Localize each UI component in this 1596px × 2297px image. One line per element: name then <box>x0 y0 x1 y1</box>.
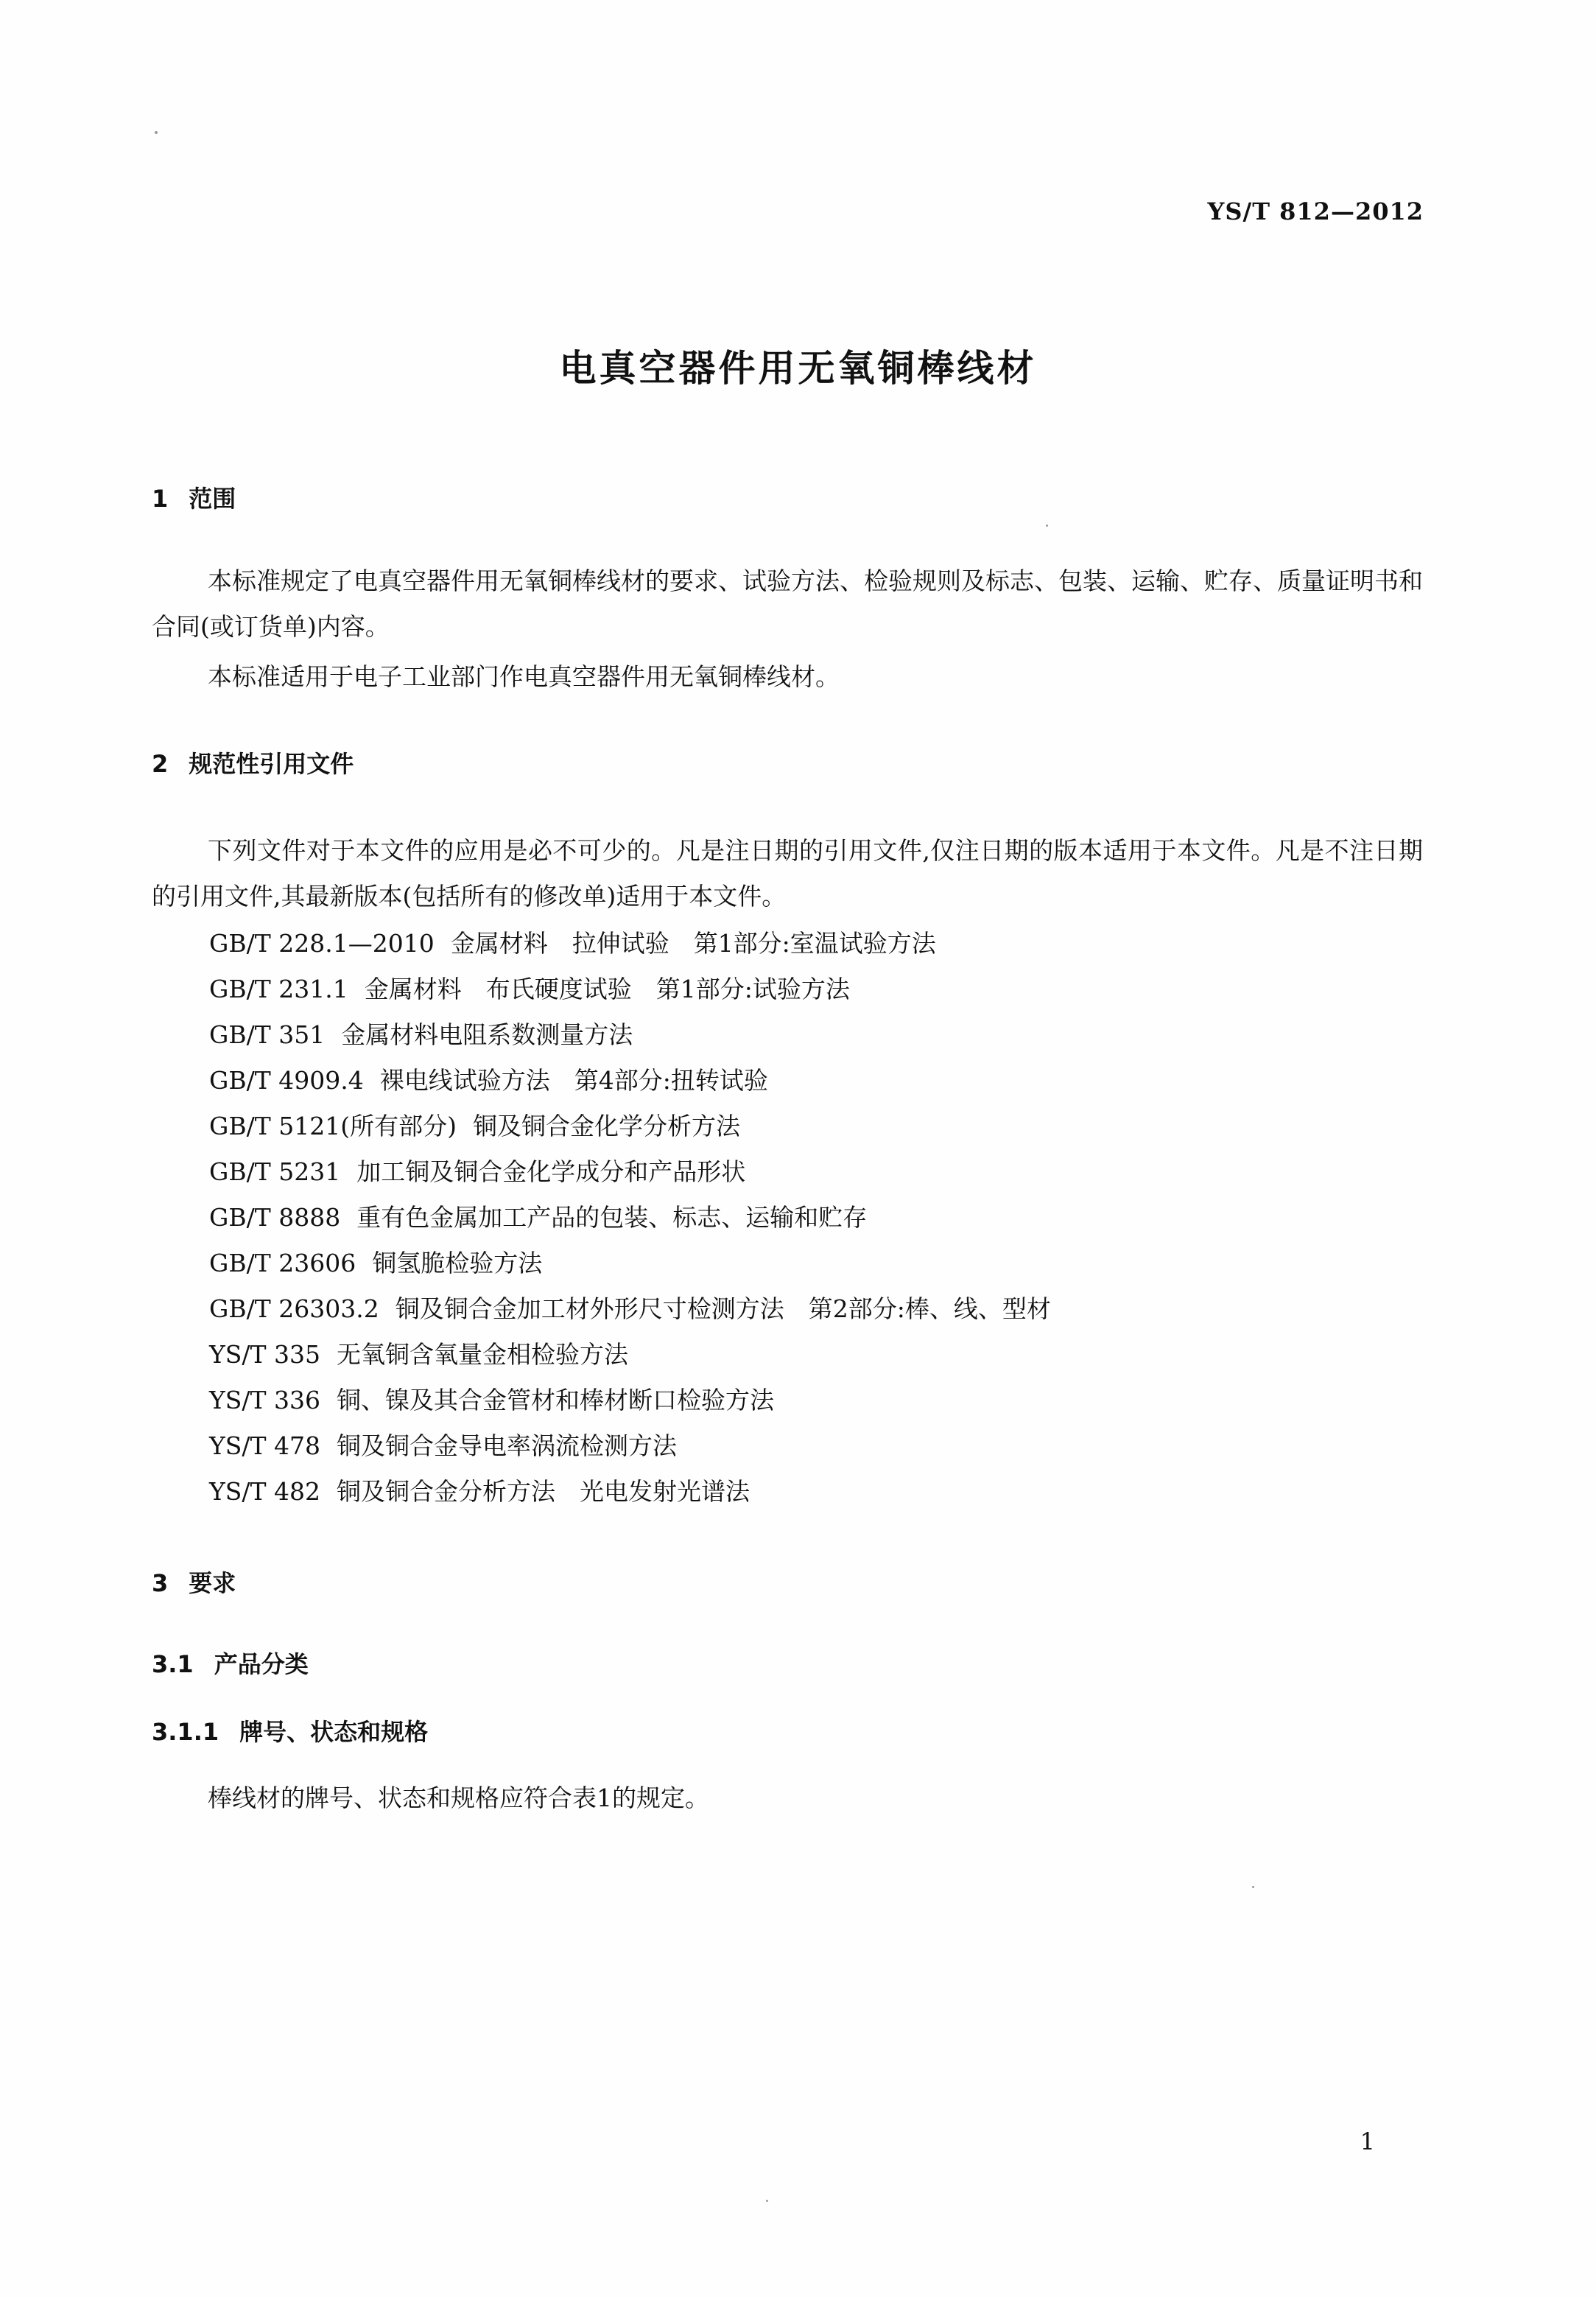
reference-code: YS/T 335 <box>209 1340 320 1369</box>
reference-item <box>209 1378 1051 1423</box>
section-number: 2 <box>152 750 169 778</box>
reference-code: YS/T 336 <box>209 1386 320 1414</box>
reference-code: GB/T 351 <box>209 1020 326 1049</box>
section-3-1-heading <box>152 1646 309 1680</box>
reference-code: GB/T 231.1 <box>209 975 348 1003</box>
scan-speck <box>1252 1886 1254 1888</box>
reference-code: GB/T 23606 <box>209 1249 356 1277</box>
reference-item <box>209 1149 1051 1195</box>
reference-item <box>209 1195 1051 1241</box>
reference-code: GB/T 228.1—2010 <box>209 929 435 958</box>
reference-title: 铜及铜合金化学分析方法 <box>472 1112 740 1140</box>
section-number: 3.1.1 <box>152 1718 219 1746</box>
reference-code: GB/T 5121(所有部分) <box>209 1112 457 1140</box>
reference-code: YS/T 482 <box>209 1477 320 1506</box>
reference-item <box>209 1241 1051 1286</box>
section-number: 1 <box>152 485 169 513</box>
standard-code: YS/T 812—2012 <box>1207 197 1424 225</box>
reference-item <box>209 967 1051 1012</box>
references-intro: 下列文件对于本文件的应用是必不可少的。凡是注日期的引用文件,仅注日期的版本适用于本文件。凡是不注日期的引用文件,其最新版本(包括所有的修改单)适用于本文件。 <box>152 836 1423 911</box>
reference-item <box>209 1469 1051 1515</box>
reference-item <box>209 1423 1051 1469</box>
reference-title: 铜氢脆检验方法 <box>372 1249 543 1277</box>
section-title: 牌号、状态和规格 <box>239 1718 429 1746</box>
reference-title: 铜及铜合金分析方法 光电发射光谱法 <box>337 1477 750 1506</box>
page-number: 1 <box>1360 2128 1375 2156</box>
reference-title: 金属材料 拉伸试验 第1部分:室温试验方法 <box>450 929 936 958</box>
reference-title: 重有色金属加工产品的包装、标志、运输和贮存 <box>356 1203 868 1232</box>
section-title: 范围 <box>189 485 236 513</box>
reference-code: YS/T 478 <box>209 1431 320 1460</box>
reference-title: 铜及铜合金加工材外形尺寸检测方法 第2部分:棒、线、型材 <box>395 1294 1051 1323</box>
scan-speck <box>766 2200 768 2202</box>
scan-speck <box>1046 525 1048 527</box>
reference-item <box>209 1058 1051 1104</box>
document-title: 电真空器件用无氧铜棒线材 <box>559 347 1037 390</box>
section-title: 产品分类 <box>214 1650 309 1678</box>
reference-code: GB/T 5231 <box>209 1157 341 1186</box>
scan-speck <box>155 131 158 134</box>
scope-paragraph: 本标准规定了电真空器件用无氧铜棒线材的要求、试验方法、检验规则及标志、包装、运输、贮存、质量证明书和合同(或订货单)内容。 <box>152 567 1423 641</box>
reference-item <box>209 1332 1051 1378</box>
section-2-heading <box>152 746 354 779</box>
reference-title: 无氧铜含氧量金相检验方法 <box>337 1340 628 1369</box>
reference-item <box>209 1104 1051 1149</box>
section-3-1-1-heading <box>152 1714 428 1747</box>
section-title: 要求 <box>189 1569 236 1597</box>
reference-title: 金属材料 布氏硬度试验 第1部分:试验方法 <box>364 975 850 1003</box>
reference-code: GB/T 8888 <box>209 1203 341 1232</box>
scope-paragraph: 本标准适用于电子工业部门作电真空器件用无氧铜棒线材。 <box>208 662 840 691</box>
reference-item <box>209 921 1051 967</box>
reference-list <box>209 921 1051 1515</box>
reference-title: 铜及铜合金导电率涡流检测方法 <box>337 1431 677 1460</box>
classification-paragraph: 棒线材的牌号、状态和规格应符合表1的规定。 <box>208 1784 709 1812</box>
reference-title: 铜、镍及其合金管材和棒材断口检验方法 <box>337 1386 774 1414</box>
reference-item <box>209 1012 1051 1058</box>
section-title: 规范性引用文件 <box>189 750 354 778</box>
reference-title: 加工铜及铜合金化学成分和产品形状 <box>356 1157 746 1186</box>
reference-item <box>209 1286 1051 1332</box>
section-1-heading <box>152 480 236 514</box>
section-3-heading <box>152 1565 236 1599</box>
reference-code: GB/T 4909.4 <box>209 1066 364 1095</box>
reference-title: 金属材料电阻系数测量方法 <box>341 1020 633 1049</box>
reference-code: GB/T 26303.2 <box>209 1294 379 1323</box>
section-number: 3.1 <box>152 1650 194 1678</box>
section-number: 3 <box>152 1569 169 1597</box>
reference-title: 裸电线试验方法 第4部分:扭转试验 <box>379 1066 768 1095</box>
